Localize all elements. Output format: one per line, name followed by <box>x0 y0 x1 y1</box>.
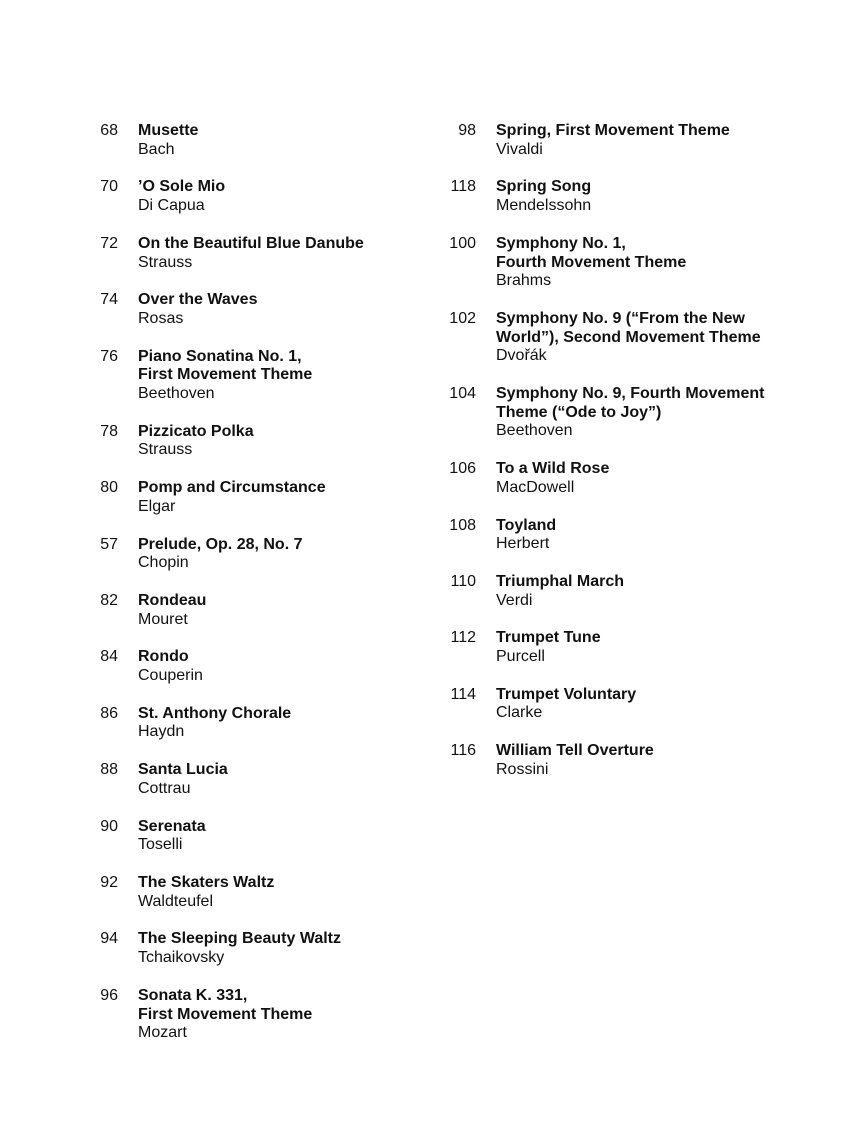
page-number: 86 <box>100 704 118 722</box>
composer-name: Rosas <box>138 309 184 327</box>
composer-name: Mozart <box>138 1024 187 1042</box>
entry-body <box>138 423 254 460</box>
composer-name: Mouret <box>138 610 188 628</box>
page-number: 72 <box>100 234 118 252</box>
entry-body <box>138 122 198 159</box>
contents-entry <box>440 686 820 723</box>
composer-name: Purcell <box>496 648 545 666</box>
entry-body <box>496 178 591 215</box>
contents-entry <box>80 592 420 629</box>
composer-name: Bach <box>138 140 175 158</box>
page-number: 118 <box>450 178 476 196</box>
contents-entry <box>440 460 820 497</box>
contents-entry <box>80 479 420 516</box>
contents-entry <box>80 178 420 215</box>
composer-name: Couperin <box>138 667 203 685</box>
composer-name: Cottrau <box>138 779 191 797</box>
contents-entry <box>80 874 420 911</box>
contents-entry <box>80 761 420 798</box>
composer-name: Clarke <box>496 704 543 722</box>
piece-title: On the Beautiful Blue Danube <box>138 234 364 252</box>
entry-body <box>138 930 341 967</box>
page-number: 100 <box>449 234 476 252</box>
entry-body <box>138 987 312 1043</box>
piece-title: Spring, First Movement Theme <box>496 122 730 139</box>
entry-body <box>138 592 206 629</box>
page-number: 98 <box>458 122 476 139</box>
piece-title: ’O Sole Mio <box>138 178 226 196</box>
page-number: 112 <box>450 629 476 647</box>
contents-entry <box>440 235 820 291</box>
page-number: 74 <box>100 291 118 309</box>
piece-title: Spring Song <box>496 178 592 196</box>
composer-name: Waldteufel <box>138 892 213 910</box>
composer-name: Beethoven <box>138 385 215 403</box>
page-number: 84 <box>100 648 118 666</box>
entry-body <box>496 686 636 723</box>
composer-name: Elgar <box>138 497 176 515</box>
page-number: 76 <box>100 347 118 365</box>
composer-name: Beethoven <box>496 422 573 440</box>
page-number: 102 <box>449 309 476 327</box>
piece-title: Musette <box>138 122 199 139</box>
contents-entry <box>440 385 820 441</box>
composer-name: Strauss <box>138 253 193 271</box>
page-number: 70 <box>100 178 118 196</box>
piece-title: Trumpet Tune <box>496 629 601 647</box>
piece-title: Toyland <box>496 516 557 534</box>
contents-entry <box>80 987 420 1043</box>
piece-title: Trumpet Voluntary <box>496 685 637 703</box>
composer-name: Vivaldi <box>496 140 543 158</box>
piece-title: Sonata K. 331, First Movement Theme <box>138 986 313 1023</box>
contents-entry <box>440 629 820 666</box>
contents-right-column <box>440 122 820 799</box>
entry-body <box>138 348 312 404</box>
entry-body <box>138 479 326 516</box>
contents-entry <box>80 536 420 573</box>
composer-name: MacDowell <box>496 478 575 496</box>
page-number: 106 <box>449 460 476 478</box>
composer-name: Verdi <box>496 591 533 609</box>
page-number: 116 <box>450 742 476 760</box>
page-number: 96 <box>100 986 118 1004</box>
contents-entry <box>80 648 420 685</box>
contents-entry <box>440 742 820 779</box>
entry-body <box>496 310 761 366</box>
piece-title: Pomp and Circumstance <box>138 479 326 497</box>
contents-entry <box>440 310 820 366</box>
entry-body <box>138 536 303 573</box>
piece-title: Symphony No. 9 (“From the New World”), Second Movement Theme <box>496 309 761 346</box>
piece-title: The Sleeping Beauty Waltz <box>138 930 341 948</box>
entry-body <box>496 460 609 497</box>
entry-body <box>138 235 364 272</box>
piece-title: The Skaters Waltz <box>138 873 275 891</box>
page-number: 57 <box>100 535 118 553</box>
entry-body <box>496 517 556 554</box>
contents-entry <box>80 235 420 272</box>
contents-entry <box>440 178 820 215</box>
composer-name: Di Capua <box>138 197 205 215</box>
contents-entry <box>80 930 420 967</box>
page-number: 78 <box>100 422 118 440</box>
composer-name: Strauss <box>138 441 193 459</box>
piece-title: To a Wild Rose <box>496 460 610 478</box>
page-number: 80 <box>100 479 118 497</box>
piece-title: Over the Waves <box>138 291 258 309</box>
piece-title: William Tell Overture <box>496 742 654 760</box>
entry-body <box>496 629 601 666</box>
piece-title: Santa Lucia <box>138 761 228 779</box>
contents-entry <box>440 122 820 159</box>
contents-entry <box>440 517 820 554</box>
piece-title: Rondo <box>138 648 189 666</box>
entry-body <box>496 573 624 610</box>
entry-body <box>138 648 203 685</box>
page-number: 82 <box>100 591 118 609</box>
piece-title: Piano Sonatina No. 1, First Movement Theme <box>138 347 313 384</box>
composer-name: Haydn <box>138 723 185 741</box>
composer-name: Mendelssohn <box>496 197 592 215</box>
piece-title: Symphony No. 9, Fourth Movement Theme (“Ode to Joy”) <box>496 385 765 421</box>
page-number: 110 <box>450 572 476 590</box>
page-number: 104 <box>449 385 476 403</box>
piece-title: Symphony No. 1, Fourth Movement Theme <box>496 234 687 271</box>
contents-entry <box>80 423 420 460</box>
contents-entry <box>80 348 420 404</box>
page-number: 90 <box>100 817 118 835</box>
composer-name: Rossini <box>496 760 549 778</box>
contents-entry <box>440 573 820 610</box>
composer-name: Dvořák <box>496 347 547 365</box>
entry-body <box>138 761 228 798</box>
entry-body <box>138 178 225 215</box>
piece-title: St. Anthony Chorale <box>138 704 292 722</box>
page-number: 92 <box>100 873 118 891</box>
page-number: 94 <box>100 930 118 948</box>
composer-name: Chopin <box>138 554 189 572</box>
composer-name: Toselli <box>138 836 183 854</box>
entry-body <box>496 385 764 441</box>
piece-title: Triumphal March <box>496 572 625 590</box>
entry-body <box>138 705 291 742</box>
entry-body <box>138 291 257 328</box>
contents-entry <box>80 291 420 328</box>
contents-left-column <box>80 122 420 1062</box>
piece-title: Serenata <box>138 817 206 835</box>
piece-title: Pizzicato Polka <box>138 422 254 440</box>
entry-body <box>496 122 730 159</box>
page-number: 108 <box>449 516 476 534</box>
piece-title: Rondeau <box>138 591 207 609</box>
entry-body <box>138 818 206 855</box>
piece-title: Prelude, Op. 28, No. 7 <box>138 535 303 553</box>
entry-body <box>496 742 654 779</box>
entry-body <box>496 235 686 291</box>
contents-entry <box>80 705 420 742</box>
contents-entry <box>80 122 420 159</box>
composer-name: Tchaikovsky <box>138 949 225 967</box>
page-number: 88 <box>100 761 118 779</box>
entry-body <box>138 874 274 911</box>
composer-name: Brahms <box>496 272 552 290</box>
contents-entry <box>80 818 420 855</box>
composer-name: Herbert <box>496 535 550 553</box>
page-number: 114 <box>450 685 476 703</box>
page-number: 68 <box>100 122 118 139</box>
